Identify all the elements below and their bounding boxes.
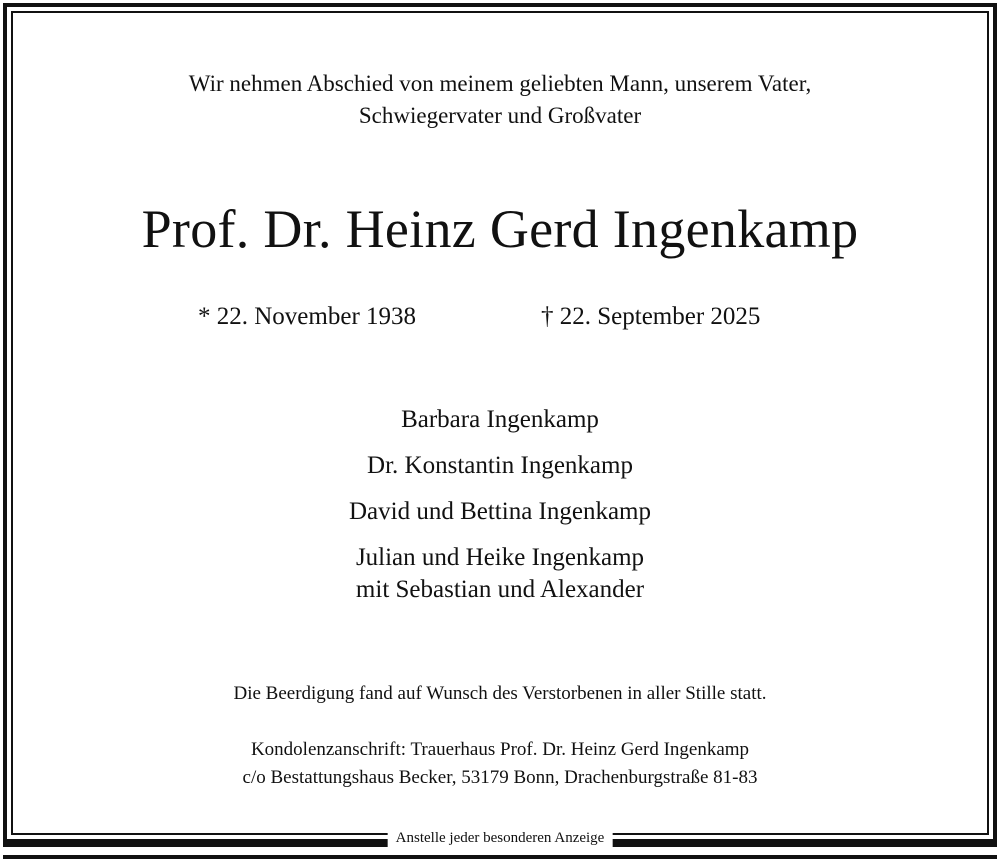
condolence-line-2: c/o Bestattungshaus Becker, 53179 Bonn, Drachenburgstraße 81-83 [242,767,758,788]
burial-notice: Die Beerdigung fand auf Wunsch des Verstorbenen in aller Stille statt. [233,683,767,704]
family-member: Julian und Heike Ingenkamp [355,544,645,571]
family-list [0,404,1000,606]
death-date: † 22. September 2025 [541,303,761,330]
footer-rule-bottom [3,855,997,859]
intro-line-2: Schwiegervater und Großvater [358,103,642,128]
family-member: Barbara Ingenkamp [401,406,599,433]
condolence-line-1: Kondolenzanschrift: Trauerhaus Prof. Dr. Heinz Gerd Ingenkamp [250,739,750,760]
family-member: Dr. Konstantin Ingenkamp [367,452,633,479]
family-member: David und Bettina Ingenkamp [348,498,651,525]
family-grandchildren: mit Sebastian und Alexander [355,576,645,603]
intro-line-1: Wir nehmen Abschied von meinem geliebten Mann, unserem Vater, [188,71,812,96]
footer-label: Anstelle jeder besonderen Anzeige [388,828,613,848]
condolence-address [0,736,1000,792]
birth-date: * 22. November 1938 [198,303,417,330]
deceased-name: Prof. Dr. Heinz Gerd Ingenkamp [141,199,859,259]
intro-text [0,68,1000,132]
